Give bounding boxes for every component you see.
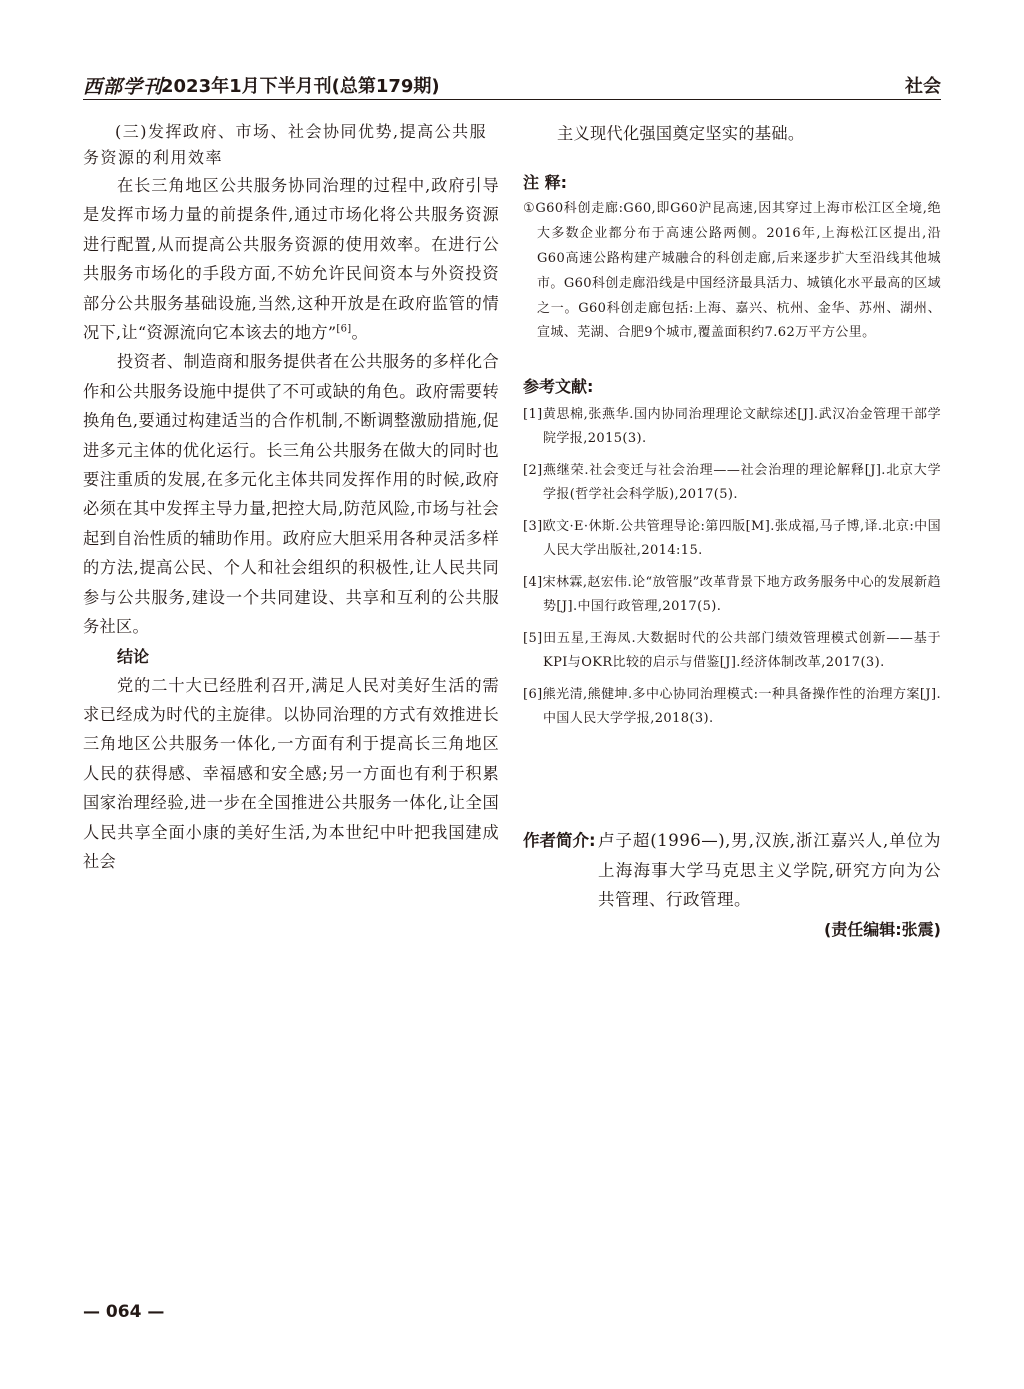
page-number: — 064 —	[83, 1302, 165, 1322]
note-1: ①G60科创走廊:G60,即G60沪昆高速,因其穿过上海市松江区全境,绝大多数企业都分布于高速公路两侧。2016年,上海松江区提出,沿G60高速公路构建产城融合的科创走廊,后来逐步扩大至沿线其他城市。G60科创走廊沿线是中国经济最具活力、城镇化水平最高的区域之一。G60科创走廊包括:上海、嘉兴、杭州、金华、苏州、湖州、宣城、芜湖、合肥9个城市,覆盖面积约7.62万平方公里。	[523, 201, 941, 341]
paragraph-1	[83, 171, 499, 347]
right-column	[523, 119, 941, 739]
author-text: 卢子超(1996—),男,汉族,浙江嘉兴人,单位为上海海事大学马克思主义学院,研究方向为公共管理、行政管理。	[598, 831, 941, 909]
author-label: 作者简介:	[523, 831, 596, 850]
reference-item: [3]欧文·E·休斯.公共管理导论:第四版[M].张成福,马子博,译.北京:中国人民大学出版社,2014:15.	[523, 519, 941, 559]
reference-list	[523, 403, 941, 731]
header-rule	[83, 99, 941, 100]
reference-item: [2]燕继荣.社会变迁与社会治理——社会治理的理论解释[J].北京大学学报(哲学社会科学版),2017(5).	[523, 463, 941, 503]
reference-item: [5]田五星,王海凤.大数据时代的公共部门绩效管理模式创新——基于KPI与OKR比较的启示与借鉴[J].经济体制改革,2017(3).	[523, 631, 941, 671]
section-label: 社会	[905, 76, 941, 97]
citation-6: [6]	[336, 323, 352, 335]
reference-item: [6]熊光清,熊健坤.多中心协同治理模式:一种具备操作性的治理方案[J].中国人民大学学报,2018(3).	[523, 687, 941, 727]
paragraph-1-text: 在长三角地区公共服务协同治理的过程中,政府引导是发挥市场力量的前提条件,通过市场化将公共服务资源进行配置,从而提高公共服务资源的使用效率。在进行公共服务市场化的手段方面,不妨允许民间资本与外资投资部分公共服务基础设施,当然,这种开放是在政府监管的情况下,让“资源流向它本该去的地方”	[83, 176, 499, 343]
conclusion-title: 结论	[117, 646, 150, 666]
author-bio	[523, 826, 941, 915]
reference-item: [4]宋林霖,赵宏伟.论“放管服”改革背景下地方政务服务中心的发展新趋势[J].中国行政管理,2017(5).	[523, 575, 941, 615]
journal-issue: 2023年1月下半月刊(总第179期)	[161, 76, 440, 97]
paragraph-1-end: 。	[351, 323, 368, 343]
continuation-text: 主义现代化强国奠定坚实的基础。	[557, 124, 805, 143]
editor-credit: (责任编辑:张震)	[823, 920, 941, 939]
running-header	[83, 70, 941, 100]
journal-name: 西部学刊	[83, 76, 164, 98]
paragraph-2: 投资者、制造商和服务提供者在公共服务的多样化合作和公共服务设施中提供了不可或缺的角色。政府需要转换角色,要通过构建适当的合作机制,不断调整激励措施,促进多元主体的优化运行。长三角公共服务在做大的同时也要注重质的发展,在多元化主体共同发挥作用的时候,政府必须在其中发挥主导力量,把控大局,防范风险,市场与社会起到自治性质的辅助作用。政府应大胆采用各种灵活多样的方法,提高公民、个人和社会组织的积极性,让人民共同参与公共服务,建设一个共同建设、共享和互利的公共服务社区。	[83, 352, 499, 637]
conclusion-text: 党的二十大已经胜利召开,满足人民对美好生活的需求已经成为时代的主旋律。以协同治理的方式有效推进长三角地区公共服务一体化,一方面有利于提高长三角地区人民的获得感、幸福感和安全感;另一方面也有利于积累国家治理经验,进一步在全国推进公共服务一体化,让全国人民共享全面小康的美好生活,为本世纪中叶把我国建成社会	[83, 675, 499, 871]
references-title: 参考文献:	[523, 377, 594, 397]
subheading: (三)发挥政府、市场、社会协同优势,提高公共服务资源的利用效率	[83, 122, 488, 167]
reference-item: [1]黄思棉,张燕华.国内协同治理理论文献综述[J].武汉冶金管理干部学院学报,2015(3).	[523, 407, 941, 447]
left-column	[83, 119, 499, 876]
notes-title: 注 释:	[523, 173, 567, 193]
